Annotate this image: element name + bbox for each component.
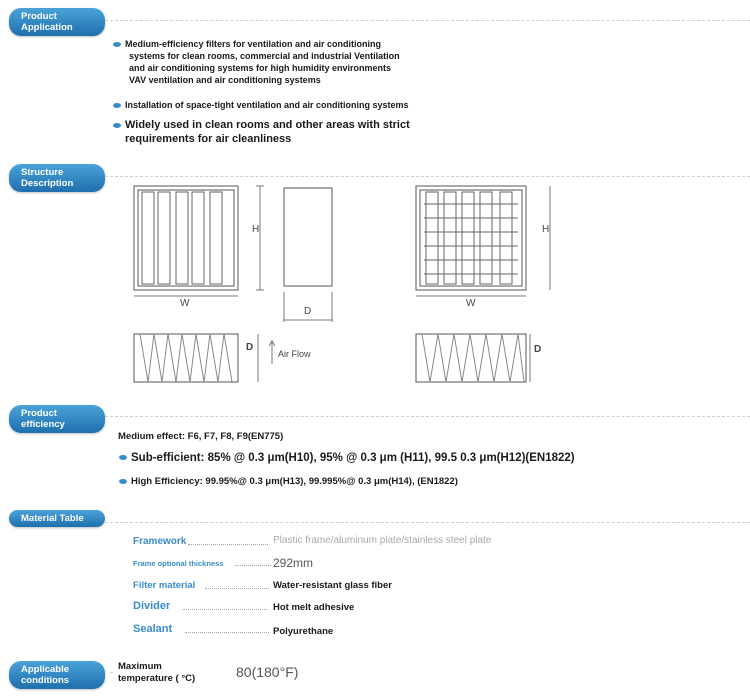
material-label-filter-material: Filter material (133, 580, 196, 591)
material-value-framework: Plastic frame/aluminum plate/stainless steel plate (273, 535, 492, 546)
section-tab-material-table: Material Table (9, 510, 105, 527)
filter-structure-diagram (120, 180, 560, 388)
material-label-divider: Divider (133, 600, 171, 612)
filter-pleats (142, 192, 222, 284)
material-label-sealant: Sealant (133, 623, 173, 635)
leader-line (235, 565, 271, 566)
application-text: Widely used in clean rooms and other areas with strict (125, 119, 410, 131)
dimension-label-d2: D (246, 342, 254, 353)
leader-line (205, 588, 269, 589)
efficiency-line-high (119, 476, 458, 487)
condition-value-max-temperature: 80(180°F) (236, 664, 299, 680)
application-line: requirements for air cleanliness (125, 133, 292, 145)
material-label-frame-thickness: Frame optional thickness (133, 559, 224, 568)
material-value-divider: Hot melt adhesive (273, 602, 355, 613)
filter-side-view (284, 188, 332, 286)
application-line (113, 118, 410, 132)
efficiency-line-sub (119, 452, 575, 464)
efficiency-text: Sub-efficient: 85% @ 0.3 μm(H10), 95% @ 0.3 μm (H11), 99.5 0.3 μm(H12)(EN1822) (131, 452, 575, 464)
section-divider (110, 672, 113, 673)
leader-line (188, 544, 268, 545)
filter-pleats-grid (424, 192, 518, 284)
material-value-frame-thickness: 292mm (273, 556, 314, 570)
dimension-label-h-alt: H (542, 224, 550, 235)
section-tab-structure-description: Structure Description (9, 164, 105, 192)
condition-label-line: temperature ( °C) (118, 673, 196, 684)
efficiency-text: High Efficiency: 99.95%@ 0.3 μm(H13), 99.995%@ 0.3 μm(H14), (EN1822) (131, 476, 458, 487)
dimension-label-d-alt: D (534, 344, 542, 355)
section-tab-product-efficiency: Product efficiency (9, 405, 105, 433)
section-tab-applicable-conditions: Applicable conditions (9, 661, 105, 689)
dimension-label-w: W (180, 298, 190, 309)
application-text: Medium-efficiency filters for ventilation and air conditioning (125, 39, 382, 49)
efficiency-line-medium: Medium effect: F6, F7, F8, F9(EN775) (118, 431, 284, 442)
section-divider (105, 416, 750, 417)
application-line (113, 99, 409, 111)
dimension-label-d: D (304, 306, 312, 317)
condition-label (118, 661, 195, 685)
section-tab-product-application: Product Application (9, 8, 105, 36)
material-label-framework: Framework (133, 536, 187, 547)
application-line: VAV ventilation and air conditioning systems (129, 75, 321, 85)
section-divider (105, 522, 750, 523)
leader-line (183, 609, 267, 610)
air-flow-label: Air Flow (278, 349, 311, 359)
application-line (113, 38, 381, 50)
material-value-filter-material: Water-resistant glass fiber (273, 580, 392, 591)
application-line: systems for clean rooms, commercial and industrial Ventilation (129, 51, 400, 61)
section-divider (105, 20, 750, 21)
leader-line (185, 632, 269, 633)
dimension-label-h: H (252, 224, 260, 235)
material-value-sealant: Polyurethane (273, 626, 334, 637)
condition-label-line: Maximum (118, 661, 162, 672)
application-text: Installation of space-tight ventilation and air conditioning systems (125, 100, 409, 110)
application-line: and air conditioning systems for high humidity environments (129, 63, 392, 73)
dimension-label-w-alt: W (466, 298, 476, 309)
section-divider (105, 176, 750, 177)
